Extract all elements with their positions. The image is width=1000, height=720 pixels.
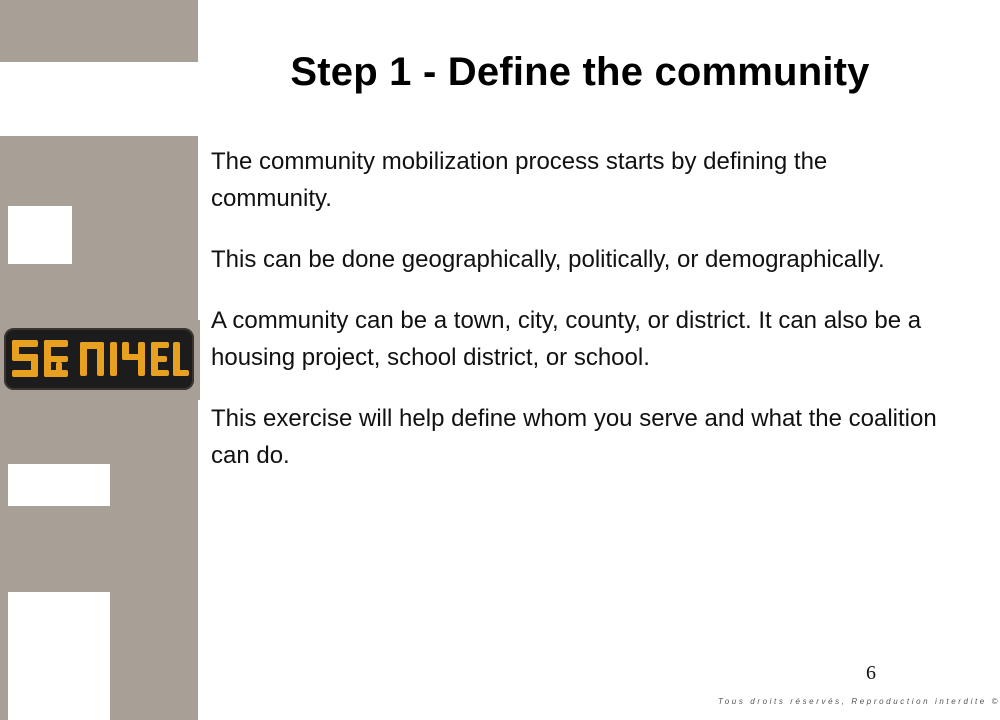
band-block	[0, 506, 198, 592]
body-paragraph: The community mobilization process starts by defining the community.	[211, 148, 828, 212]
body-paragraph: This can be done geographically, politically, or demographically.	[211, 246, 885, 273]
band-block	[110, 592, 198, 720]
band-block	[0, 464, 8, 506]
page-number: 6	[866, 662, 876, 684]
body-paragraph: This exercise will help define whom you serve and what the coalition can do.	[211, 405, 937, 469]
band-block	[0, 264, 198, 320]
logo	[0, 320, 200, 400]
band-block	[0, 206, 8, 264]
band-block	[0, 136, 198, 206]
slide-title: Step 1 - Define the community	[290, 50, 870, 94]
body-paragraph: A community can be a town, city, county, or district. It can also be a housing project, school district, or school.	[211, 307, 922, 371]
slide-body	[211, 143, 941, 498]
band-block	[72, 206, 198, 264]
band-block	[0, 0, 198, 62]
band-block	[0, 400, 198, 464]
copyright-footer: Tous droits réservés, Reproduction interdite ©	[718, 697, 1000, 706]
logo-mark-icon	[0, 320, 200, 400]
band-block	[0, 592, 8, 720]
band-block	[110, 464, 198, 506]
